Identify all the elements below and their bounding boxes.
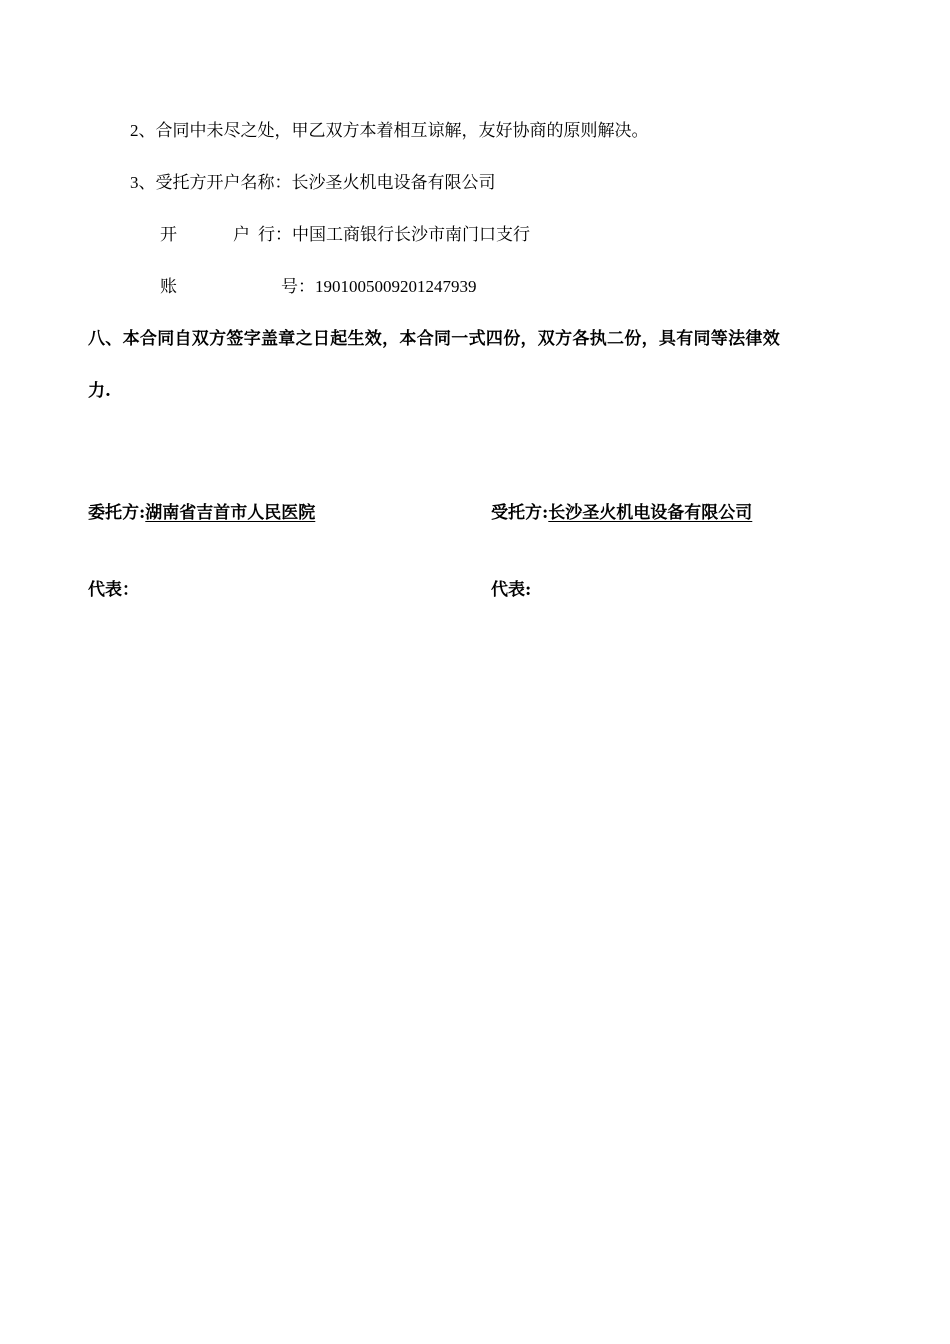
client-label: 委托方: (88, 503, 146, 523)
account-line (160, 275, 477, 299)
trustee-representative-label: 代表: (491, 580, 532, 600)
item-number: 2 (130, 121, 139, 140)
client-representative-label: 代表： (88, 580, 139, 600)
bank-line (160, 223, 530, 247)
trustee-name: 长沙圣火机电设备有限公司 (548, 503, 753, 523)
bank-label-kai: 开 (160, 225, 177, 245)
trustee-label: 受托方: (491, 503, 549, 523)
bank-name: 中国工商银行长沙市南门口支行 (292, 225, 530, 245)
client-signature-line (88, 501, 315, 525)
client-name: 湖南省吉首市人民医院 (145, 503, 316, 523)
account-label-zhang: 账 (160, 277, 177, 297)
clause-item-2 (130, 119, 649, 143)
clause-8-line-2: 力. (88, 381, 111, 401)
item-text: 、合同中未尽之处，甲乙双方本着相互谅解，友好协商的原则解决。 (138, 121, 649, 141)
bank-label-hang: 行： (258, 225, 292, 245)
trustee-signature-line (491, 501, 752, 525)
item-number: 3 (130, 173, 139, 192)
clause-item-3 (130, 171, 496, 195)
account-number: 1901005009201247939 (315, 277, 477, 296)
bank-label-hu: 户 (233, 225, 250, 245)
account-label-hao: 号： (281, 277, 315, 297)
clause-8-line-1: 八、本合同自双方签字盖章之日起生效，本合同一式四份，双方各执二份，具有同等法律效 (88, 329, 780, 349)
item-text: 、受托方开户名称：长沙圣火机电设备有限公司 (138, 173, 496, 193)
